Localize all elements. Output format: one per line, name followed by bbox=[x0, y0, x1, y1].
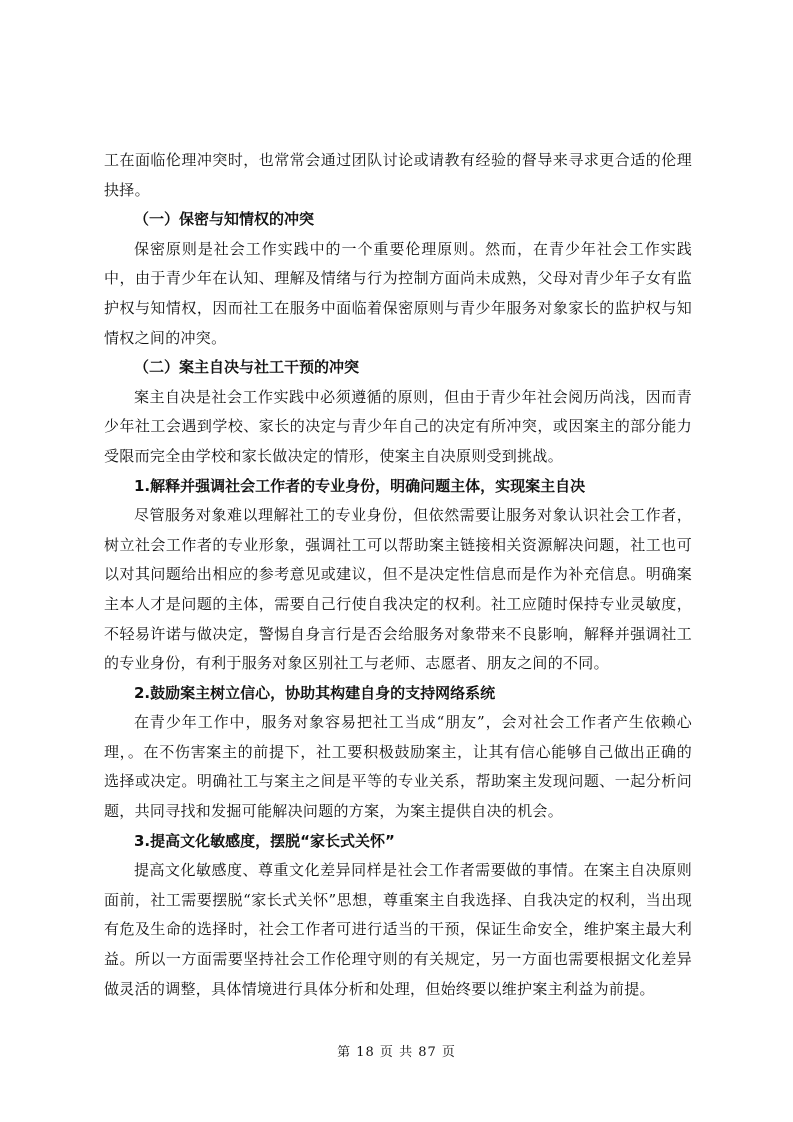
paragraph-self-determination: 案主自决是社会工作实践中必须遵循的原则，但由于青少年社会阅历尚浅，因而青少年社工会遇到学校、家长的决定与青少年自己的决定有所冲突，或因案主的部分能力受限而完全由学校和家长做决定的情形，使案主自决原则受到挑战。 bbox=[104, 387, 692, 465]
paragraph-cultural-sensitivity: 提高文化敏感度、尊重文化差异同样是社会工作者需要做的事情。在案主自决原则面前，社工需要摆脱“家长式关怀”思想，尊重案主自我选择、自我决定的权利，当出现有危及生命的选择时，社会工作者可进行适当的干预，保证生命安全，维护案主最大利益。所以一方面需要坚持社会工作伦理守则的有关规定，另一方面也需要根据文化差异做灵活的调整，具体情境进行具体分析和处理，但始终要以维护案主利益为前提。 bbox=[104, 861, 692, 998]
paragraph-support-network: 在青少年工作中，服务对象容易把社工当成“朋友”，会对社会工作者产生依赖心理，。在不伤害案主的前提下，社工要积极鼓励案主，让其有信心能够自己做出正确的选择或决定。明确社工与案主之间是平等的专业关系，帮助案主发现问题、一起分析问题，共同寻找和发掘可能解决问题的方案，为案主提供自决的机会。 bbox=[104, 713, 692, 821]
section-heading-self-determination: （二）案主自决与社工干预的冲突 bbox=[134, 358, 360, 377]
subheading-professional-identity: 1.解释并强调社会工作者的专业身份，明确问题主体，实现案主自决 bbox=[134, 476, 586, 495]
section-heading-confidentiality: （一）保密与知情权的冲突 bbox=[134, 210, 315, 229]
subheading-cultural-sensitivity: 3.提高文化敏感度，摆脱“家长式关怀” bbox=[134, 831, 395, 850]
document-body bbox=[104, 146, 692, 1004]
paragraph-continued: 工在面临伦理冲突时，也常常会通过团队讨论或请教有经验的督导来寻求更合适的伦理抉择。 bbox=[104, 151, 692, 199]
subheading-support-network: 2.鼓励案主树立信心，协助其构建自身的支持网络系统 bbox=[134, 683, 496, 702]
paragraph-confidentiality: 保密原则是社会工作实践中的一个重要伦理原则。然而，在青少年社会工作实践中，由于青少年在认知、理解及情绪与行为控制方面尚未成熟，父母对青少年子女有监护权与知情权，因而社工在服务中面临着保密原则与青少年服务对象家长的监护权与知情权之间的冲突。 bbox=[104, 239, 692, 347]
paragraph-professional-identity: 尽管服务对象难以理解社工的专业身份，但依然需要让服务对象认识社会工作者，树立社会工作者的专业形象，强调社工可以帮助案主链接相关资源解决问题，社工也可以对其问题给出相应的参考意见或建议，但不是决定性信息而是作为补充信息。明确案主本人才是问题的主体，需要自己行使自我决定的权利。社工应随时保持专业灵敏度，不轻易许诺与做决定，警惕自身言行是否会给服务对象带来不良影响，解释并强调社工的专业身份，有利于服务对象区别社工与老师、志愿者、朋友之间的不同。 bbox=[104, 506, 692, 673]
page-number-footer: 第 18 页 共 87 页 bbox=[337, 1045, 456, 1060]
